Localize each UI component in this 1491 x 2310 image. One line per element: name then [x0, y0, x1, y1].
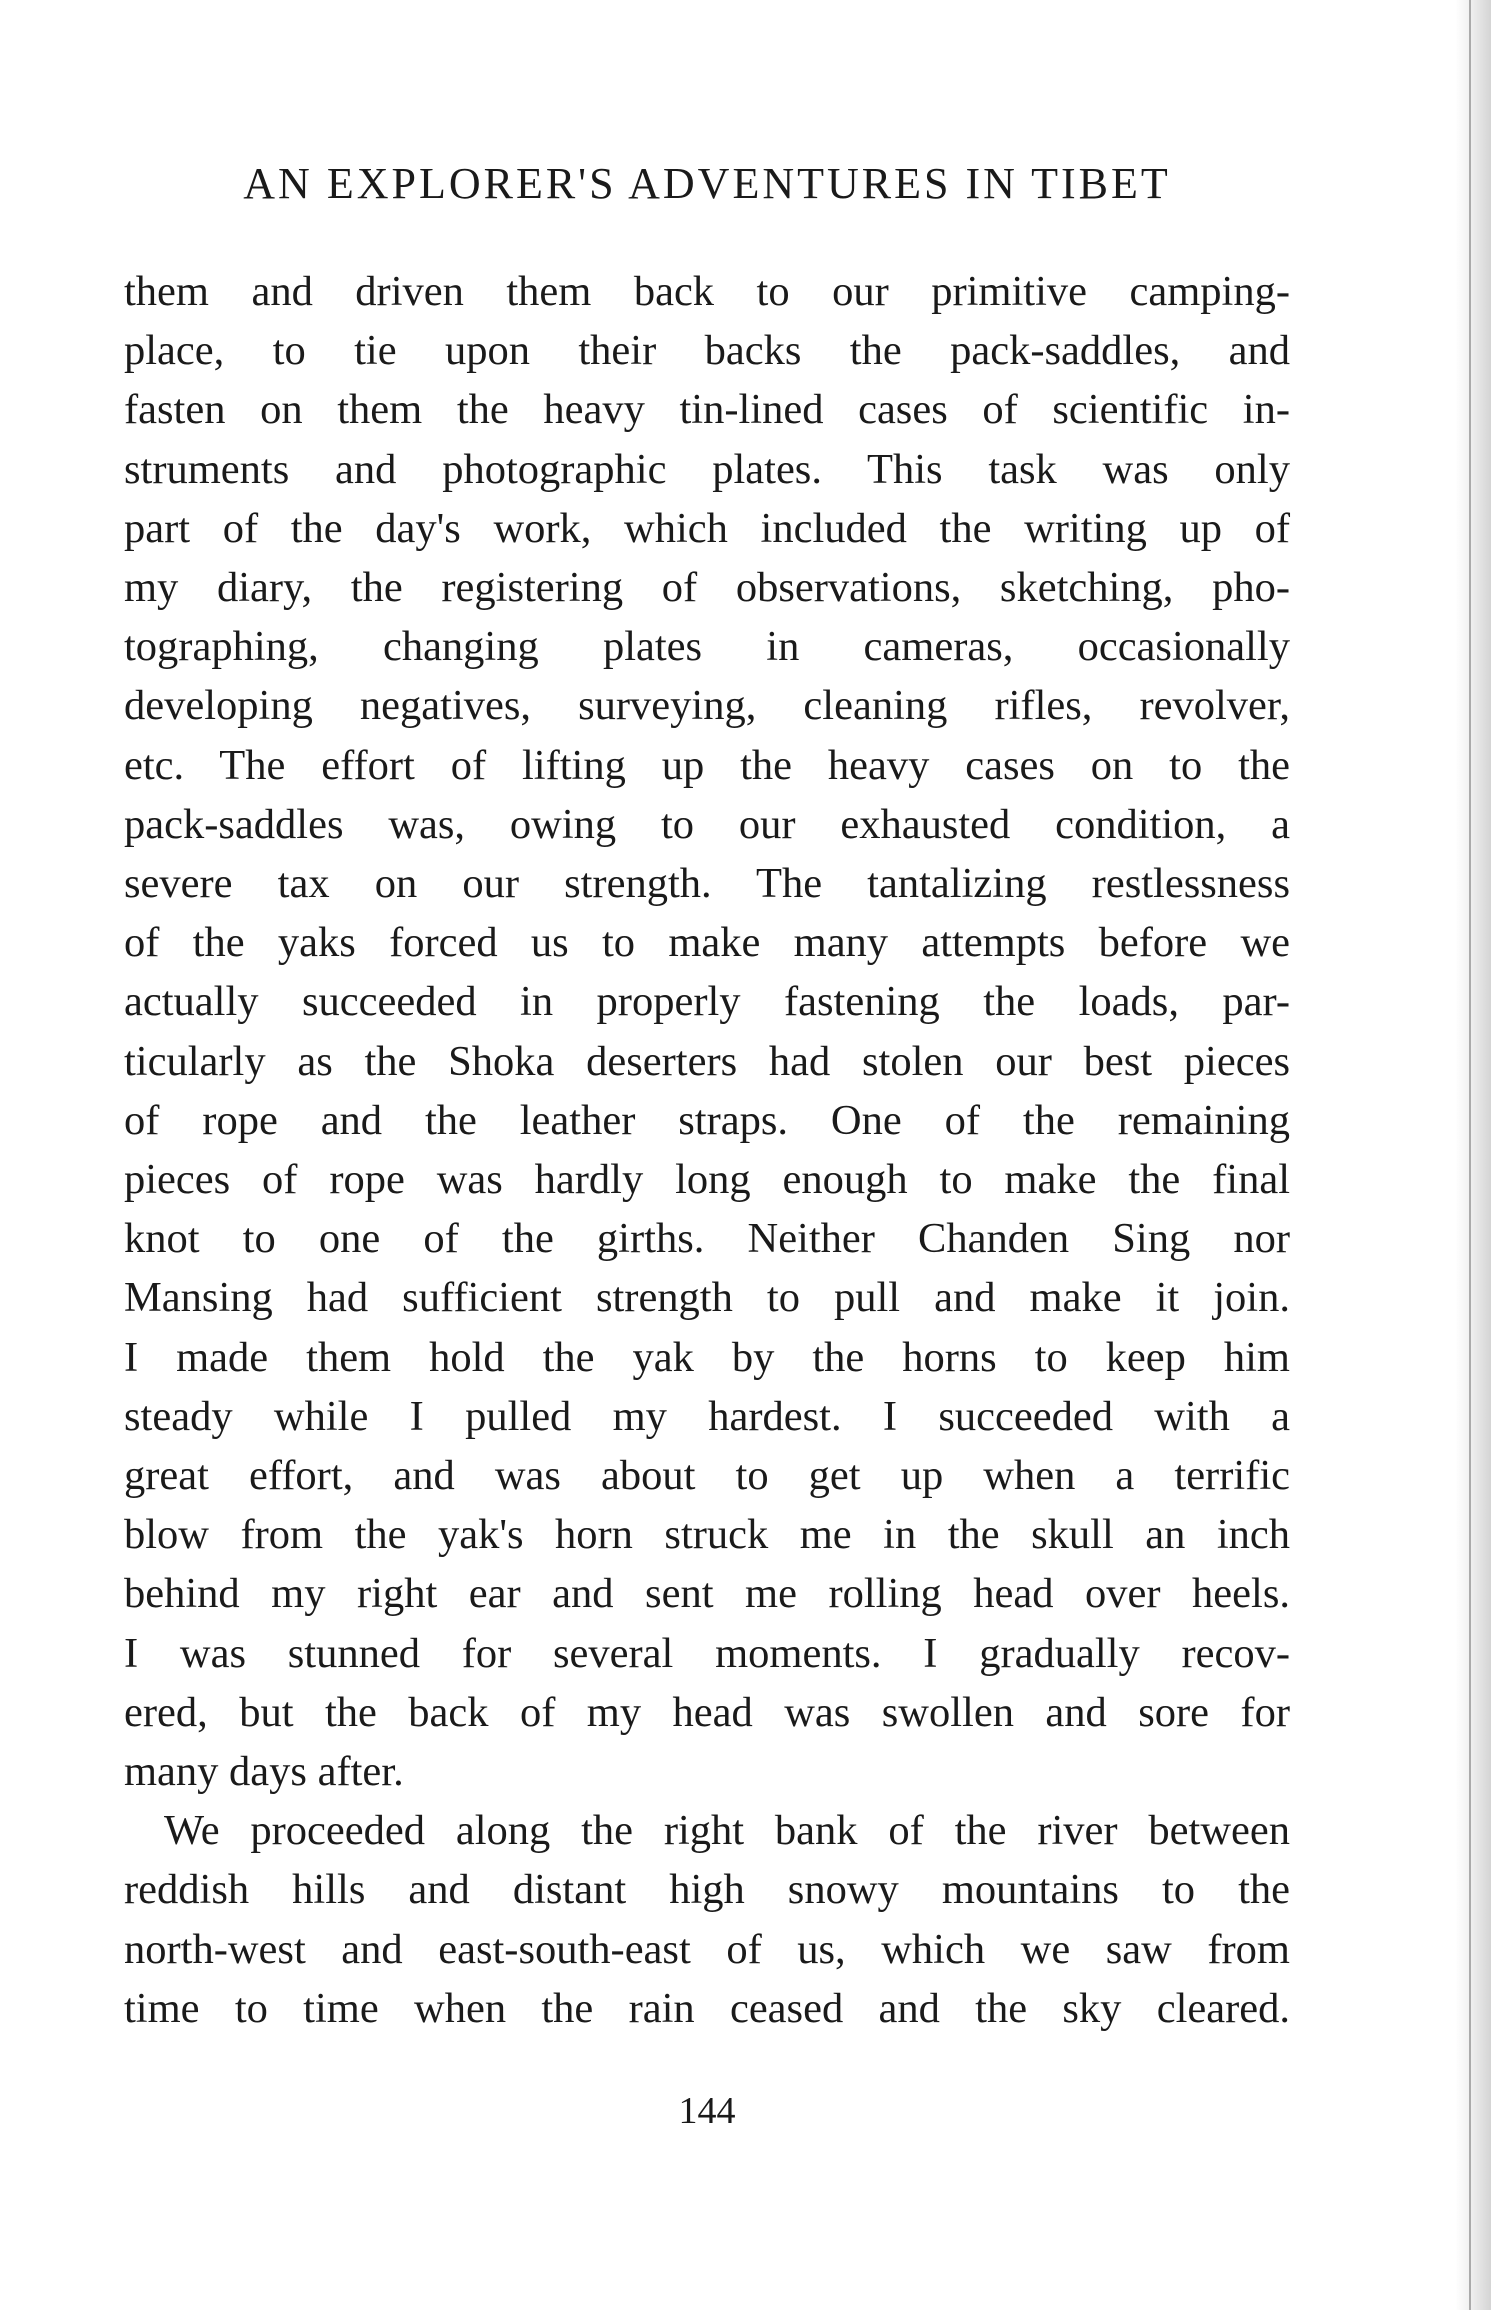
text-line: my diary, the registering of observations, sketching, pho- [124, 564, 1290, 612]
text-line: pack-saddles was, owing to our exhausted condition, a [124, 800, 1290, 848]
text-line: I was stunned for several moments. I gradually recov- [124, 1629, 1290, 1677]
text-line: Mansing had sufficient strength to pull and make it join. [124, 1274, 1290, 1322]
text-line: many days after. [124, 1748, 404, 1796]
text-line: of rope and the leather straps. One of the remaining [124, 1096, 1290, 1144]
text-line: them and driven them back to our primitive camping- [124, 268, 1290, 315]
text-line: I made them hold the yak by the horns to keep him [124, 1333, 1290, 1381]
text-line: ered, but the back of my head was swollen and sore for [124, 1688, 1290, 1736]
body-text [124, 262, 1290, 2038]
text-line: knot to one of the girths. Neither Chanden Sing nor [124, 1215, 1290, 1263]
text-line: blow from the yak's horn struck me in the skull an inch [124, 1511, 1290, 1559]
running-head: AN EXPLORER'S ADVENTURES IN TIBET [243, 159, 1171, 208]
page-edge-line [1469, 0, 1471, 2310]
text-line: severe tax on our strength. The tantalizing restlessness [124, 860, 1290, 908]
text-line: etc. The effort of lifting up the heavy cases on to the [124, 741, 1290, 789]
text-line: reddish hills and distant high snowy mountains to the [124, 1866, 1290, 1914]
text-line: behind my right ear and sent me rolling head over heels. [124, 1570, 1290, 1618]
text-line: part of the day's work, which included the writing up of [124, 504, 1290, 552]
text-line: of the yaks forced us to make many attempts before we [124, 919, 1290, 967]
text-line: time to time when the rain ceased and the sky cleared. [124, 1984, 1290, 2032]
text-line: struments and photographic plates. This task was only [124, 445, 1290, 493]
text-line: steady while I pulled my hardest. I succeeded with a [124, 1392, 1290, 1440]
text-line: We proceeded along the right bank of the river between [164, 1807, 1290, 1855]
text-line: ticularly as the Shoka deserters had stolen our best pieces [124, 1037, 1290, 1085]
text-line: developing negatives, surveying, cleaning rifles, revolver, [124, 682, 1290, 730]
page-edge-shadow [1455, 0, 1491, 2310]
text-line: great effort, and was about to get up when a terrific [124, 1452, 1290, 1500]
text-line: tographing, changing plates in cameras, occasionally [124, 623, 1290, 671]
text-line: actually succeeded in properly fastening the loads, par- [124, 978, 1290, 1026]
text-line: place, to tie upon their backs the pack-saddles, and [124, 327, 1290, 375]
page-number: 144 [678, 2090, 736, 2132]
text-line: fasten on them the heavy tin-lined cases of scientific in- [124, 386, 1290, 434]
text-line: pieces of rope was hardly long enough to make the final [124, 1156, 1290, 1204]
text-line: north-west and east-south-east of us, which we saw from [124, 1925, 1290, 1973]
